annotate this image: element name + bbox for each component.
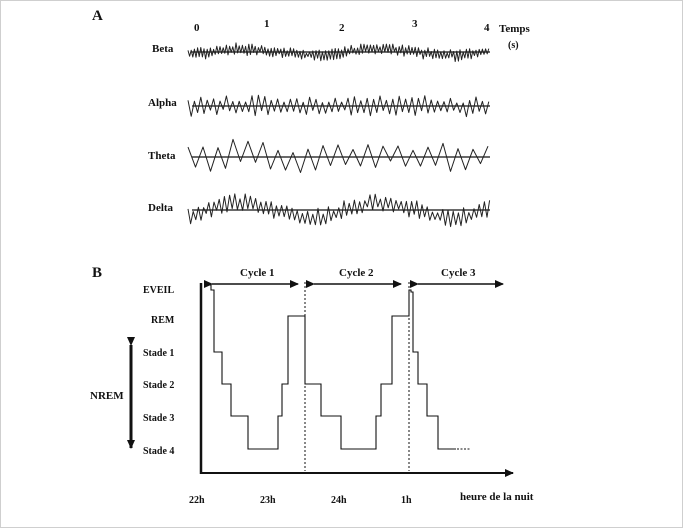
cycle-label-2: Cycle 2 (339, 267, 374, 279)
stage-label-eveil: EVEIL (143, 285, 175, 296)
stage-label-stade-3: Stade 3 (143, 413, 175, 424)
wave-label-beta: Beta (152, 43, 174, 55)
time-tick-1: 1 (264, 18, 270, 30)
panel-a-label: A (92, 8, 103, 24)
eeg-waves (188, 43, 490, 227)
stage-label-stade-4: Stade 4 (143, 446, 175, 457)
nrem-label: NREM (90, 390, 124, 402)
cycle-label-3: Cycle 3 (441, 267, 476, 279)
x-axis-label: heure de la nuit (460, 491, 534, 503)
time-tick-0: 0 (194, 22, 200, 34)
stage-label-rem: REM (151, 315, 175, 326)
stage-label-stade-2: Stade 2 (143, 380, 175, 391)
panel-b (90, 265, 534, 506)
panel-b-label: B (92, 265, 103, 281)
wave-label-alpha: Alpha (148, 97, 177, 109)
hypnogram-line (208, 285, 456, 449)
panel-a (92, 8, 530, 227)
time-axis-title: Temps (499, 23, 530, 35)
time-axis-unit: (s) (508, 40, 519, 51)
time-label-22h: 22h (189, 495, 205, 506)
wave-trace-theta (188, 139, 488, 172)
time-label-24h: 24h (331, 495, 347, 506)
time-tick-2: 2 (339, 22, 345, 34)
time-tick-3: 3 (412, 18, 418, 30)
time-tick-4: 4 (484, 22, 490, 34)
time-label-1h: 1h (401, 495, 412, 506)
wave-label-delta: Delta (148, 202, 174, 214)
cycle-label-1: Cycle 1 (240, 267, 275, 279)
time-label-23h: 23h (260, 495, 276, 506)
wave-label-theta: Theta (148, 150, 176, 162)
stage-label-stade-1: Stade 1 (143, 348, 175, 359)
